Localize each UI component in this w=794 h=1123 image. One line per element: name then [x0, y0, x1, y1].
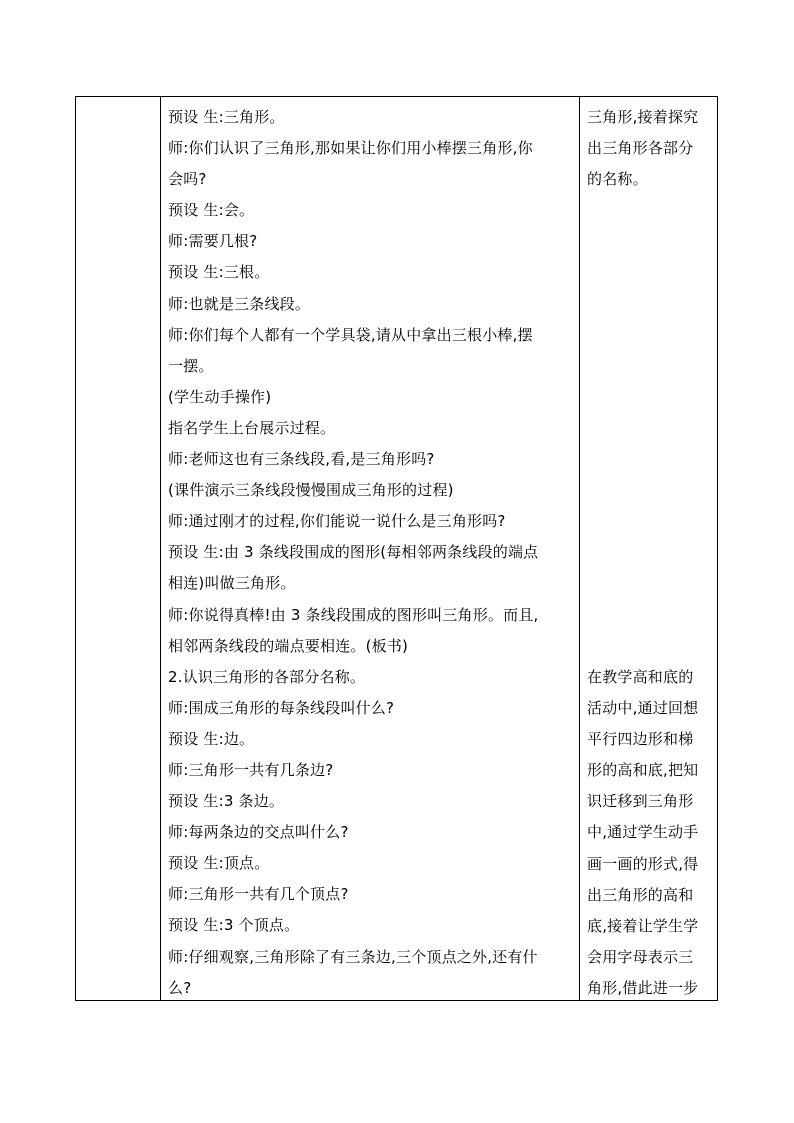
text-line: 师:需要几根? — [168, 232, 258, 251]
text-line: 师:你说得真棒!由 3 条线段围成的图形叫三角形。而且, — [168, 605, 539, 624]
design-note-top — [587, 102, 713, 195]
text-line: 师:仔细观察,三角形除了有三条边,三个顶点之外,还有什 — [168, 947, 538, 966]
note-line: 角形,借此进一步 — [587, 978, 699, 997]
text-line: 么? — [168, 978, 192, 997]
text-line: 相连)叫做三角形。 — [168, 574, 296, 593]
note-line: 平行四边形和梯 — [587, 730, 694, 749]
text-line: 预设 生:由 3 条线段围成的图形(每相邻两条线段的端点 — [168, 543, 539, 562]
note-line: 在教学高和底的 — [587, 668, 694, 686]
note-line: 形的高和底,把知 — [587, 761, 699, 780]
text-line: 师:你们认识了三角形,那如果让你们用小棒摆三角形,你 — [168, 139, 533, 158]
text-line: 师:三角形一共有几条边? — [168, 760, 334, 779]
note-line: 出三角形的高和 — [587, 885, 694, 904]
text-line: 预设 生:顶点。 — [168, 854, 270, 873]
design-note-bottom — [587, 662, 713, 1004]
text-line: 一摆。 — [168, 356, 214, 375]
note-line: 中,通过学生动手 — [587, 823, 699, 842]
column-divider — [579, 97, 580, 1000]
column-divider — [160, 97, 161, 1000]
note-line: 识迁移到三角形 — [587, 792, 694, 811]
lesson-table — [75, 96, 718, 1001]
note-line: 出三角形各部分 — [587, 139, 694, 158]
text-line: 师:老师这也有三条线段,看,是三角形吗? — [168, 450, 435, 469]
text-line: 指名学生上台展示过程。 — [168, 418, 336, 437]
text-line: 预设 生:三角形。 — [168, 108, 285, 126]
text-line: 预设 生:3 个顶点。 — [168, 916, 300, 935]
text-line: 师:你们每个人都有一个学具袋,请从中拿出三根小棒,摆 — [168, 325, 533, 344]
text-line: (学生动手操作) — [168, 387, 272, 406]
text-line: 师:通过刚才的过程,你们能说一说什么是三角形吗? — [168, 512, 506, 531]
text-line: 师:三角形一共有几个顶点? — [168, 885, 349, 904]
text-line: 预设 生:3 条边。 — [168, 792, 285, 811]
text-line: 预设 生:边。 — [168, 729, 255, 748]
text-line: 相邻两条线段的端点要相连。(板书) — [168, 636, 409, 655]
text-line: 会吗? — [168, 170, 207, 189]
text-line: 师:也就是三条线段。 — [168, 294, 311, 313]
text-line: 师:围成三角形的每条线段叫什么? — [168, 698, 395, 717]
note-line: 画一画的形式,得 — [587, 854, 699, 873]
text-line: 师:每两条边的交点叫什么? — [168, 823, 349, 842]
note-line: 的名称。 — [587, 170, 648, 189]
note-line: 三角形,接着探究 — [587, 108, 699, 126]
note-line: 会用字母表示三 — [587, 947, 694, 966]
text-line: 预设 生:三根。 — [168, 263, 270, 282]
text-line: (课件演示三条线段慢慢围成三角形的过程) — [168, 481, 454, 500]
note-line: 底,接着让学生学 — [587, 916, 699, 935]
section-heading: 2.认识三角形的各部分名称。 — [168, 667, 366, 686]
teaching-process-column — [168, 102, 576, 1004]
note-line: 活动中,通过回想 — [587, 699, 699, 718]
text-line: 预设 生:会。 — [168, 201, 255, 220]
